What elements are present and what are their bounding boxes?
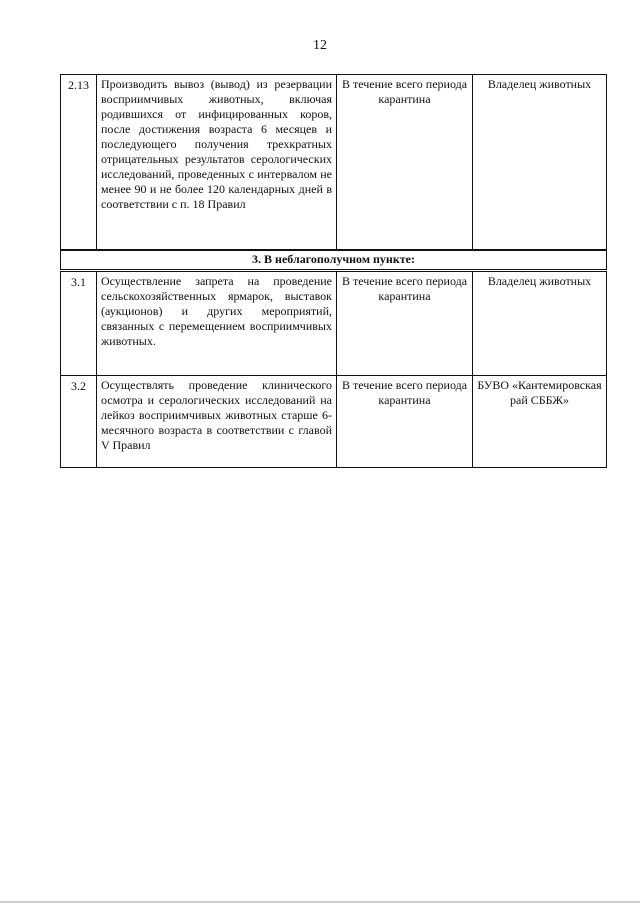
table-row	[61, 271, 607, 376]
row-responsible: Владелец животных	[473, 75, 607, 251]
row-responsible: БУВО «Кантемировская рай СББЖ»	[473, 376, 607, 468]
row-action: Осуществлять проведение клинического осмотра и серологических исследований на лейкоз восприимчивых животных старше 6-месячного возраста в соответствии с главой V Правил	[97, 376, 337, 468]
row-term: В течение всего периода карантина	[337, 271, 473, 376]
row-responsible: Владелец животных	[473, 271, 607, 376]
scan-edge-line	[0, 901, 640, 903]
row-number: 3.2	[61, 376, 97, 468]
section-header-row	[61, 250, 607, 271]
page-number: 12	[313, 38, 327, 53]
row-action: Осуществление запрета на проведение сельскохозяйственных ярмарок, выставок (аукционов) и других мероприятий, связанных с перемещением восприимчивых животных.	[97, 271, 337, 376]
row-action: Производить вывоз (вывод) из резервации восприимчивых животных, включая родившихся от инфицированных коров, после достижения возраста 6 месяцев и последующего получения трехкратных отрицательных результатов серологических исследований, проведенных с интервалом не менее 90 и не более 120 календарных дней в соответствии с п. 18 Правил	[97, 75, 337, 251]
row-term: В течение всего периода карантина	[337, 376, 473, 468]
table-row	[61, 75, 607, 251]
row-term: В течение всего периода карантина	[337, 75, 473, 251]
row-number: 3.1	[61, 271, 97, 376]
table-row	[61, 376, 607, 468]
measures-table	[60, 74, 607, 468]
section-title: 3. В неблагополучном пункте:	[61, 250, 607, 271]
row-number: 2.13	[61, 75, 97, 251]
